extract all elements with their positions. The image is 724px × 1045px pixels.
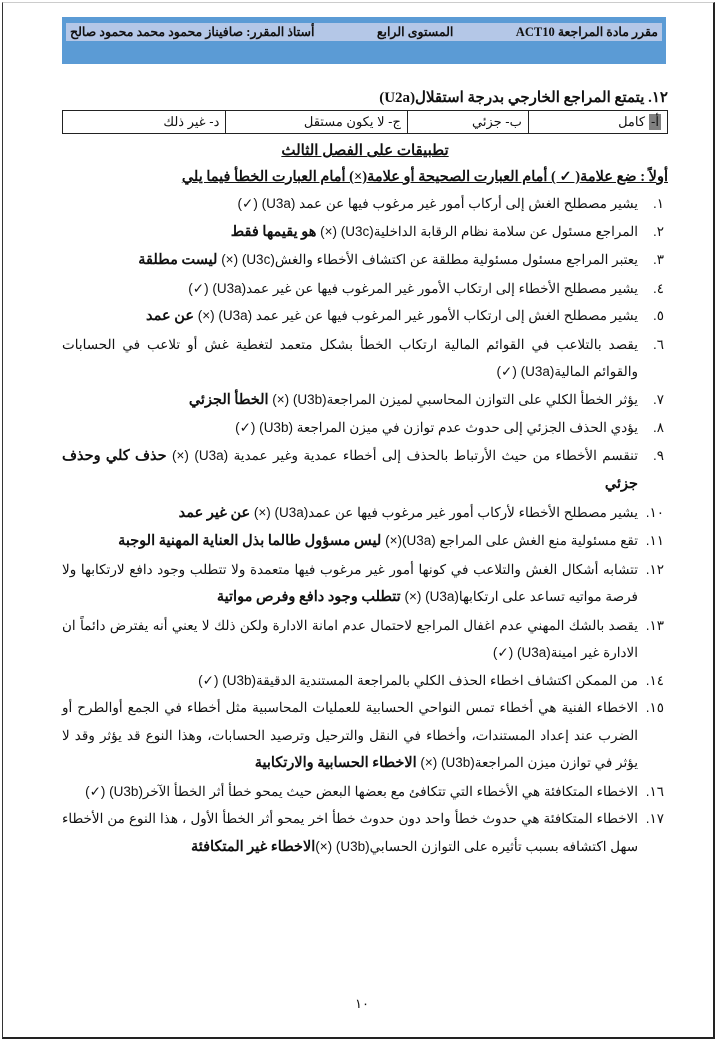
statement-body: تقع مسئولية منع الغش على المراجع (U3a)(×): [381, 533, 638, 548]
statement-number: ١.: [652, 196, 664, 211]
statement-text: [62, 190, 638, 218]
statement-text: [62, 302, 638, 331]
statement-item: [62, 246, 668, 275]
instruction: أولاً : ضع علامة( ✓ ) أمام العبارت الصحيحة أو علامة(×) أمام العبارت الخطأ فيما يلي: [181, 169, 668, 185]
statement-text: [62, 612, 638, 667]
statement-item: [62, 667, 668, 695]
choice-letter: ب-: [505, 114, 522, 129]
statement-number: ٨.: [652, 420, 664, 435]
statement-item: [62, 694, 668, 778]
statement-item: [62, 556, 668, 612]
statement-body: الاخطاء المتكافئة هي حدوث خطأ واحد دون حدوث خطأ اخر يمحو أثر الخطأ الأول ، هذا النوع من الأخطاء سهل اكتشافه بسبب تأثيره على التوازن الحسابي(U3b) (×): [62, 811, 638, 854]
question-12-title: ١٢. يتمتع المراجع الخارجي بدرجة استقلال(U2a): [379, 90, 668, 106]
choice-text: جزئي: [471, 114, 502, 129]
statement-number: ١٤.: [645, 672, 664, 688]
choice-letter: أ-: [651, 114, 659, 129]
statement-text: [62, 527, 638, 556]
statement-item: [62, 386, 668, 415]
statement-number: ٧.: [652, 391, 664, 407]
course-level: المستوى الرابع: [376, 25, 454, 39]
statement-number: ١٦.: [645, 783, 664, 799]
statement-text: [62, 386, 638, 415]
statement-number: ١٥.: [645, 700, 664, 715]
statement-item: [62, 499, 668, 528]
statement-item: [62, 414, 668, 442]
statement-body: يؤدي الحذف الجزئي إلى حدوث عدم توازن في ميزن المراجعة (U3b) (✓): [235, 420, 638, 435]
statement-item: [62, 275, 668, 303]
statement-list: [62, 190, 668, 861]
statement-number: ٢.: [652, 223, 664, 239]
statement-text: [62, 805, 638, 861]
statement-item: [62, 612, 668, 667]
statement-correction: تتطلب وجود دافع وفرص مواتية: [216, 589, 401, 605]
statement-text: [62, 331, 638, 386]
statement-body: تنقسم الأخطاء من حيث الأرتباط بالحذف إلى أخطاء عمدية وغير عمدية (U3a) (×): [166, 447, 638, 463]
statement-correction: عن عمد: [146, 308, 194, 324]
course-name: مقرر مادة المراجعة ACT10: [515, 25, 658, 39]
statement-number: ١١.: [645, 533, 664, 548]
choice-text: كامل: [618, 114, 646, 129]
statement-item: [62, 527, 668, 556]
statement-text: [62, 246, 638, 275]
statement-correction: هو يقيمها فقط: [230, 223, 317, 240]
choice-d: [63, 111, 226, 134]
statement-body: يقصد بالتلاعب في القوائم المالية ارتكاب الخطأ بشكل متعمد لتغطية غش أو تلاعب في الحسابات والقوائم المالية(U3a) (✓): [62, 336, 638, 379]
header-bar: [66, 23, 662, 41]
statement-number: ١٧.: [645, 811, 664, 826]
statement-text: [62, 414, 638, 442]
statement-correction: الاخطاء غير المتكافئة: [190, 838, 316, 855]
statement-body: يعتبر المراجع مسئول مسئولية مطلقة عن اكتشاف الأخطاء والغش(U3c) (×): [217, 252, 638, 267]
document-body: [62, 86, 668, 861]
statement-correction: الاخطاء الحسابية والارتكابية: [254, 755, 417, 771]
statement-text: [62, 442, 638, 499]
chapter-title: تطبيقات على الفصل الثالث: [281, 143, 449, 159]
statement-body: الاخطاء الفنية هي أخطاء تمس النواحي الحسابية للعمليات المحاسبية مثل أخطاء في الجمع أوالطرح أو الضرب عند إعداد المستندات، وأخطاء في النقل والترحيل وترصيد الحسابات، وهذا النوع قد يؤثر وقد لا يؤثر في توازن ميزن المراجعة(U3b) (×): [62, 700, 638, 770]
statement-body: المراجع مسئول عن سلامة نظام الرقابة الداخلية(U3c) (×): [316, 223, 638, 239]
statement-text: [62, 556, 638, 612]
question-12-choices: [62, 110, 668, 134]
statement-item: [62, 442, 668, 499]
statement-body: يقصد بالشك المهني عدم اغفال المراجع لاحتمال عدم امانة الادارة ولكن ذلك لا يعني أنه يفترض دائماً ان الادارة غير امينة(U3a) (✓): [62, 617, 638, 660]
statement-text: [62, 275, 638, 303]
choice-a: [528, 111, 667, 134]
statement-number: ١٢.: [645, 561, 664, 577]
statement-text: [62, 499, 638, 528]
statement-item: [62, 190, 668, 218]
statement-body: يشير مصطلح الأخطاء لأركاب أمور غير مرغوب فيها عن عمد(U3a) (×): [250, 504, 638, 520]
statement-correction: عن غير عمد: [178, 504, 251, 521]
statement-number: ٩.: [652, 447, 664, 463]
statement-item: [62, 218, 668, 247]
statement-text: [62, 694, 638, 778]
statement-number: ٦.: [652, 336, 664, 352]
statement-body: يشير مصطلح الأخطاء إلى ارتكاب الأمور غير المرغوب فيها عن غير عمد(U3a) (✓): [188, 280, 638, 296]
statement-number: ١٠.: [645, 504, 664, 520]
statement-correction: ليست مطلقة: [138, 252, 218, 268]
statement-text: [62, 218, 638, 247]
instructor-name: أستاذ المقرر: صافيناز محمود محمد محمود صالح: [70, 25, 315, 39]
statement-number: ٤.: [652, 280, 664, 296]
statement-number: ٣.: [652, 252, 664, 267]
choice-letter: ج-: [388, 114, 401, 129]
statement-text: [62, 667, 638, 695]
statement-body: الاخطاء المتكافئة هي الأخطاء التي تتكافئ مع بعضها البعض حيث يمحو خطأ أثر الخطأ الآخر(U3b) (✓): [85, 783, 638, 799]
statement-body: يؤثر الخطأ الكلي على التوازن المحاسبي لميزن المراجعة(U3b) (×): [268, 391, 638, 407]
choice-text: لا يكون مستقل: [303, 114, 385, 129]
statement-correction: حذف كلي وحذف جزئي: [62, 447, 638, 492]
statement-item: [62, 331, 668, 386]
statement-body: يشير مصطلح الغش إلى أركاب أمور غير مرغوب فيها عن عمد (U3a) (✓): [237, 196, 638, 211]
statement-body: يشير مصطلح الغش إلى ارتكاب الأمور غير المرغوب فيها عن غير عمد (U3a) (×): [193, 308, 638, 323]
choice-text: غير ذلك: [163, 114, 206, 129]
choice-letter: د-: [209, 114, 220, 129]
statement-item: [62, 805, 668, 861]
page-number: ١٠: [355, 996, 369, 1011]
page-header: [62, 17, 666, 64]
choice-c: [226, 111, 408, 134]
statement-correction: الخطأ الجزئي: [188, 391, 269, 408]
choice-b: [407, 111, 528, 134]
statement-body: من الممكن اكتشاف اخطاء الحذف الكلي بالمراجعة المستندية الدقيقة(U3b) (✓): [198, 672, 638, 688]
statement-number: ٥.: [652, 308, 664, 323]
statement-correction: ليس مسؤول طالما بذل العناية المهنية الوجبة: [118, 533, 382, 549]
statement-item: [62, 778, 668, 806]
statement-item: [62, 302, 668, 331]
statement-body: تتشابه أشكال الغش والتلاعب في كونها أمور غير مرغوب فيها متعمدة ولا تتطلب وجود دافع لارتكابها ولا فرصة مواتيه تساعد على ارتكابها(U3a) (×): [62, 561, 638, 604]
statement-number: ١٣.: [645, 617, 664, 633]
statement-text: [62, 778, 638, 806]
